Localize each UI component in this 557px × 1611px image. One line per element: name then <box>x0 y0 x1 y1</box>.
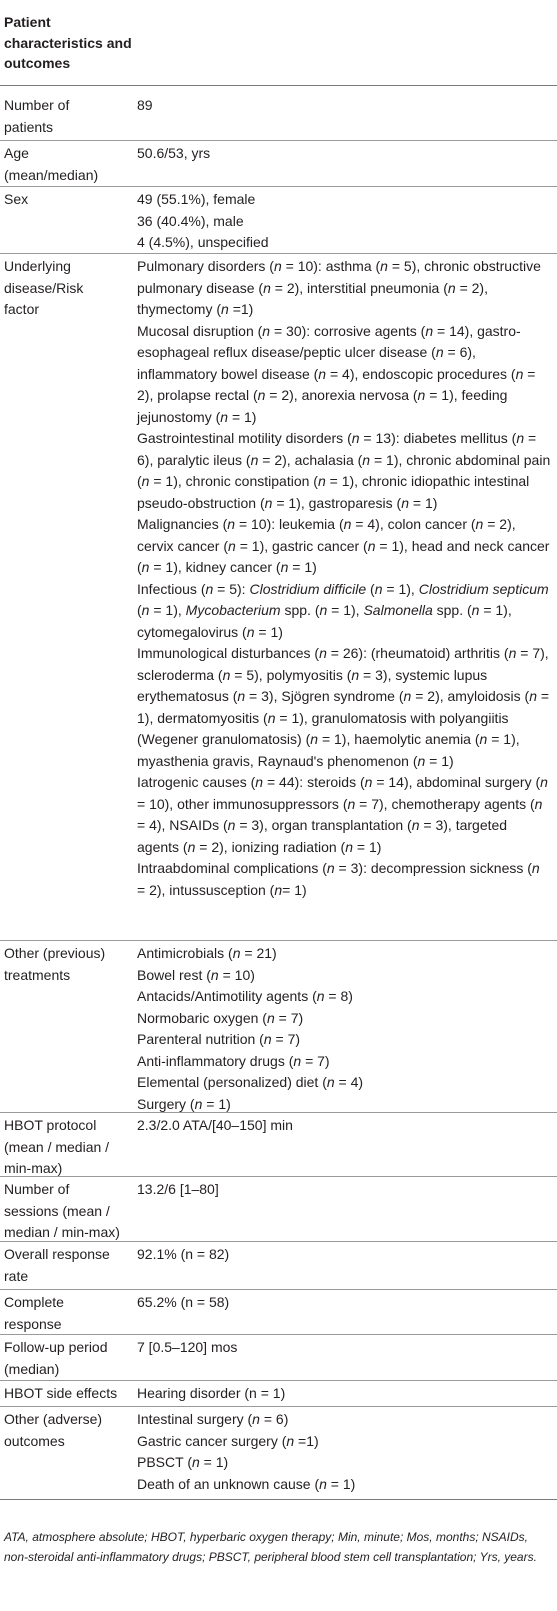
row-divider <box>0 253 557 254</box>
row-value: 13.2/6 [1–80] <box>137 1181 219 1197</box>
risk-factor-item: Infectious (n = 5): Clostridium difficile (n = 1), Clostridium septicum (n = 1), Mycobacterium spp. (n = 1), Salmonella spp. (n = 1), cytomegalovirus (n = 1) <box>137 580 549 640</box>
header-divider <box>0 85 557 86</box>
treatment-item: Antacids/Antimotility agents (n = 8) <box>137 988 353 1004</box>
treatment-item: Normobaric oxygen (n = 7) <box>137 1009 304 1026</box>
row-label: Other (adverse) outcomes <box>4 1411 103 1449</box>
value-line: 49 (55.1%), female <box>137 191 256 207</box>
risk-factor-item: Gastrointestinal motility disorders (n = 13): diabetes mellitus (n = 6), paralytic ileus (n = 2), achalasia (n = 1), chronic abdominal pain (n = 1), chronic constipation (n = 1), chronic idiopathic intestinal pseudo-obstruction (n = 1), gastroparesis (n = 1) <box>137 430 551 511</box>
row-value: Hearing disorder (n = 1) <box>137 1385 286 1401</box>
row-label: HBOT side effects <box>4 1385 118 1401</box>
row-divider <box>0 1380 557 1381</box>
row-value <box>137 189 551 254</box>
value-line: PBSCT (n = 1) <box>137 1454 229 1470</box>
row-label: Underlying disease/Risk factor <box>4 258 84 317</box>
row-value: 89 <box>137 97 153 113</box>
risk-factor-item: Malignancies (n = 10): leukemia (n = 4), colon cancer (n = 2), cervix cancer (n = 1), gastric cancer (n = 1), head and neck cancer (n = 1), kidney cancer (n = 1) <box>137 516 550 575</box>
row-divider <box>0 1406 557 1407</box>
treatment-item: Bowel rest (n = 10) <box>137 966 255 983</box>
value-line: 36 (40.4%), male <box>137 212 244 229</box>
risk-factor-item: Mucosal disruption (n = 30): corrosive agents (n = 14), gastro-esophageal reflux disease/peptic ulcer disease (n = 6), inflammatory bowel disease (n = 4), endoscopic procedures (n = 2), prolapse rectal (n = 2), anorexia nervosa (n = 1), feeding jejunostomy (n = 1) <box>137 322 536 425</box>
row-label: Overall response rate <box>4 1246 110 1284</box>
risk-factor-item: Intraabdominal complications (n = 3): decompression sickness (n = 2), intussusception (n= 1) <box>137 860 540 898</box>
treatment-item: Elemental (personalized) diet (n = 4) <box>137 1074 364 1090</box>
row-value: 2.3/2.0 ATA/[40–150] min <box>137 1117 293 1133</box>
row-label: Sex <box>4 191 29 207</box>
row-value <box>137 256 551 901</box>
row-label: Age (mean/median) <box>4 145 99 183</box>
row-divider <box>0 186 557 187</box>
row-label: Number of patients <box>4 97 70 135</box>
risk-factor-item: Iatrogenic causes (n = 44): steroids (n = 14), abdominal surgery (n = 10), other immunosuppressors (n = 7), chemotherapy agents (n = 4), NSAIDs (n = 3), organ transplantation (n = 3), targeted agents (n = 2), ionizing radiation (n = 1) <box>137 774 548 855</box>
row-value <box>137 943 551 1115</box>
value-line: Gastric cancer surgery (n =1) <box>137 1432 319 1449</box>
row-value: 50.6/53, yrs <box>137 145 211 161</box>
row-divider <box>0 1112 557 1113</box>
row-label: Complete response <box>4 1294 64 1332</box>
row-divider <box>0 1176 557 1177</box>
row-divider <box>0 1289 557 1290</box>
row-value: 92.1% (n = 82) <box>137 1246 230 1262</box>
table-bottom-rule <box>0 1499 557 1500</box>
table-footnote: ATA, atmosphere absolute; HBOT, hyperbaric oxygen therapy; Min, minute; Mos, months; NSAIDs, non-steroidal anti-inflammatory drugs; PBSCT, peripheral blood stem cell transplantation; Yrs, years. <box>4 1530 537 1564</box>
treatment-item: Parenteral nutrition (n = 7) <box>137 1031 301 1047</box>
table-header-title: Patient characteristics and outcomes <box>4 14 132 71</box>
value-line: Intestinal surgery (n = 6) <box>137 1411 289 1427</box>
value-line: Death of an unknown cause (n = 1) <box>137 1475 356 1492</box>
row-value <box>137 1409 551 1495</box>
row-label: Other (previous) treatments <box>4 945 106 983</box>
risk-factor-item: Pulmonary disorders (n = 10): asthma (n = 5), chronic obstructive pulmonary disease (n = 2), interstitial pneumonia (n = 2), thymectomy (n =1) <box>137 258 541 317</box>
treatment-item: Surgery (n = 1) <box>137 1095 231 1112</box>
row-divider <box>0 1241 557 1242</box>
row-label: Follow-up period (median) <box>4 1339 108 1377</box>
treatment-item: Anti-inflammatory drugs (n = 7) <box>137 1052 330 1069</box>
treatment-item: Antimicrobials (n = 21) <box>137 945 277 961</box>
risk-factor-item: Immunological disturbances (n = 26): (rheumatoid) arthritis (n = 7), scleroderma (n = 5), polymyositis (n = 3), systemic lupus erythematosus (n = 3), Sjögren syndrome (n = 2), amyloidosis (n = 1), dermatomyositis (n = 1), granulomatosis with polyangiitis (Wegener granulomatosis) (n = 1), haemolytic anemia (n = 1), myasthenia gravis, Raynaud's phenomenon (n = 1) <box>137 645 550 769</box>
value-line: 4 (4.5%), unspecified <box>137 234 269 250</box>
row-value: 7 [0.5–120] mos <box>137 1339 238 1355</box>
row-label: HBOT protocol (mean / median / min-max) <box>4 1117 110 1176</box>
row-divider <box>0 1334 557 1335</box>
row-value: 65.2% (n = 58) <box>137 1294 230 1310</box>
row-label: Number of sessions (mean / median / min-max) <box>4 1181 120 1240</box>
row-divider <box>0 140 557 141</box>
row-divider <box>0 940 557 941</box>
